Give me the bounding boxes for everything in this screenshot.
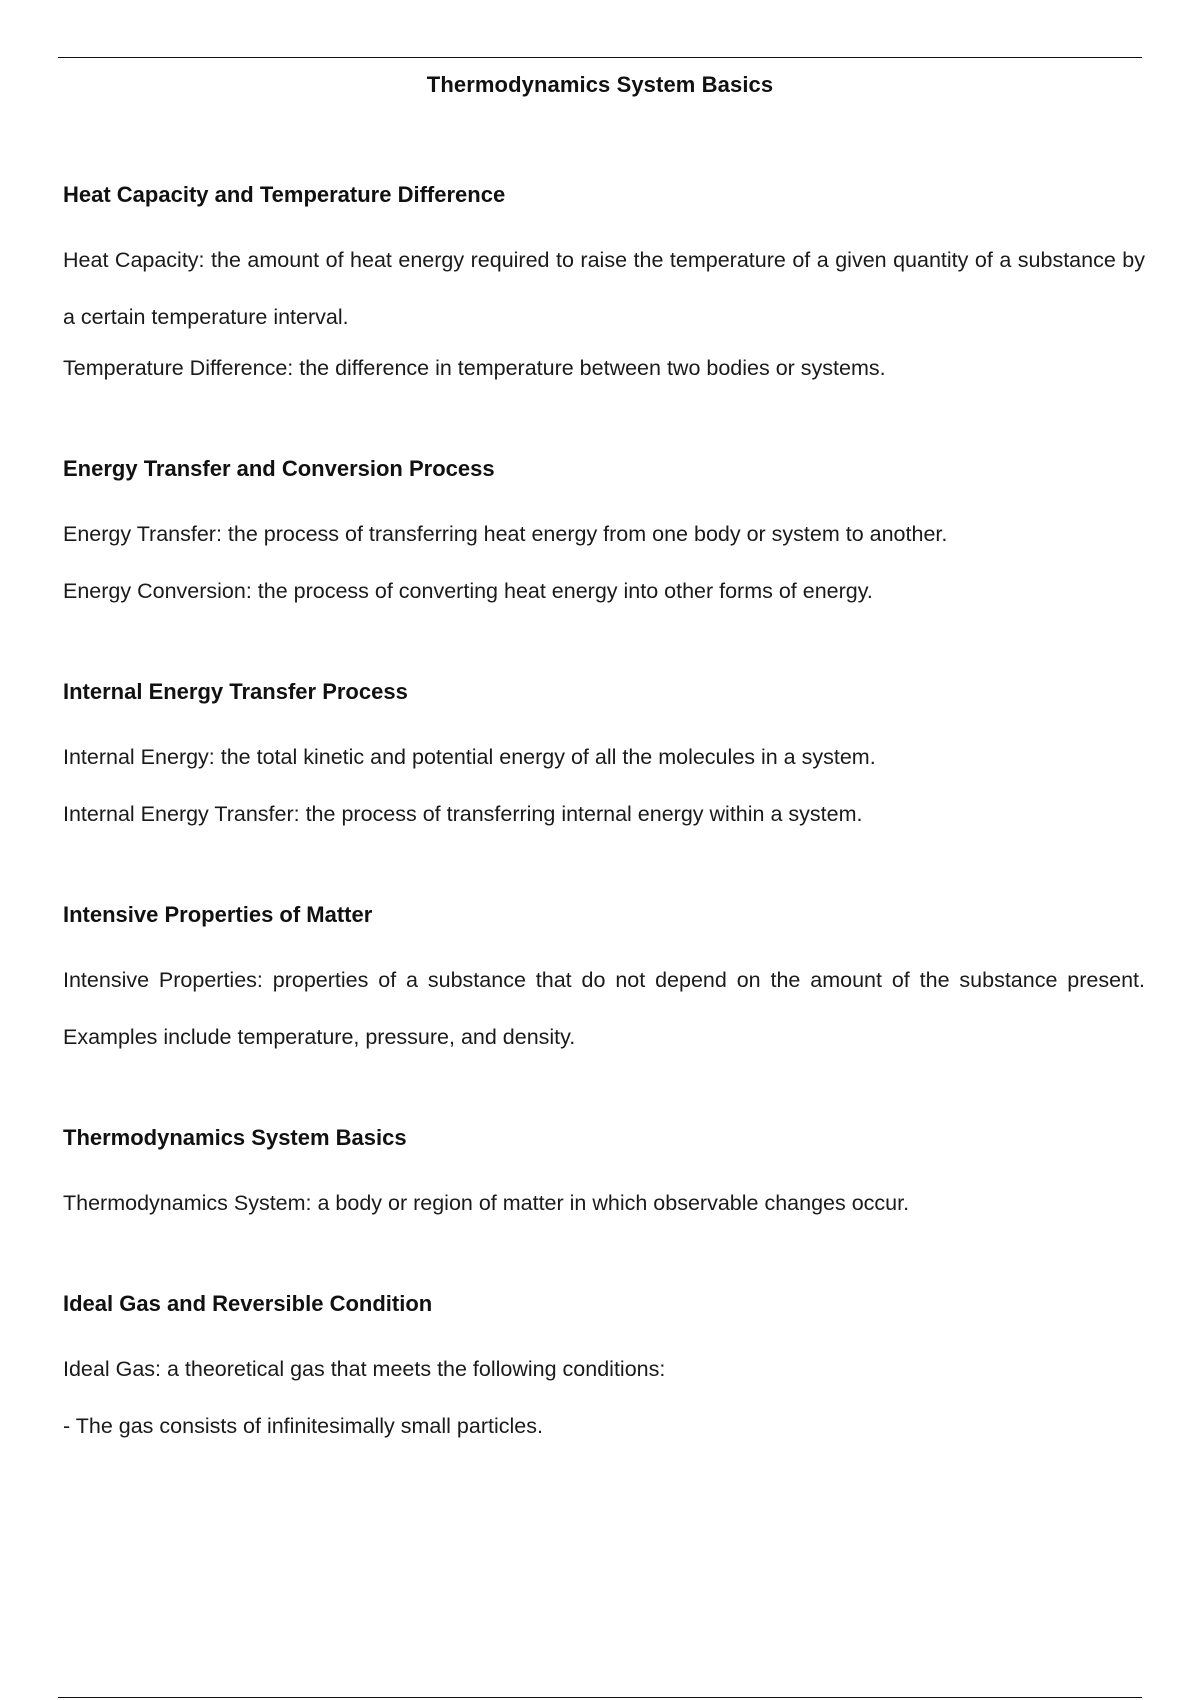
section-energy-transfer <box>63 454 1145 620</box>
paragraph: Heat Capacity: the amount of heat energy required to raise the temperature of a given quantity of a substance by a certain temperature interval. <box>63 248 1145 329</box>
section-heading: Internal Energy Transfer Process <box>63 679 408 704</box>
paragraph: Thermodynamics System: a body or region of matter in which observable changes occur. <box>63 1191 910 1215</box>
paragraph: Ideal Gas: a theoretical gas that meets the following conditions: <box>63 1357 666 1381</box>
paragraph: Temperature Difference: the difference in temperature between two bodies or systems. <box>63 356 886 380</box>
section-heat-capacity <box>63 180 1145 397</box>
section-intensive-properties <box>63 900 1145 1066</box>
section-heading: Thermodynamics System Basics <box>63 1125 407 1150</box>
paragraph: Internal Energy: the total kinetic and potential energy of all the molecules in a system. <box>63 745 876 769</box>
paragraph: Internal Energy Transfer: the process of transferring internal energy within a system. <box>63 802 863 826</box>
section-ideal-gas <box>63 1289 1145 1455</box>
document-title: Thermodynamics System Basics <box>426 72 774 97</box>
document-body <box>63 180 1145 1512</box>
section-heading: Ideal Gas and Reversible Condition <box>63 1291 433 1316</box>
paragraph: Intensive Properties: properties of a substance that do not depend on the amount of the substance present. Examples include temperature, pressure, and density. <box>63 968 1145 1049</box>
paragraph: Energy Conversion: the process of converting heat energy into other forms of energy. <box>63 579 873 603</box>
section-internal-energy <box>63 677 1145 843</box>
footer-rule <box>58 1697 1142 1698</box>
paragraph: Energy Transfer: the process of transferring heat energy from one body or system to another. <box>63 522 948 546</box>
section-heading: Heat Capacity and Temperature Difference <box>63 182 506 207</box>
section-heading: Intensive Properties of Matter <box>63 902 373 927</box>
section-heading: Energy Transfer and Conversion Process <box>63 456 495 481</box>
header-rule <box>58 57 1142 58</box>
paragraph: - The gas consists of infinitesimally small particles. <box>63 1414 543 1438</box>
section-thermodynamics-system <box>63 1123 1145 1232</box>
